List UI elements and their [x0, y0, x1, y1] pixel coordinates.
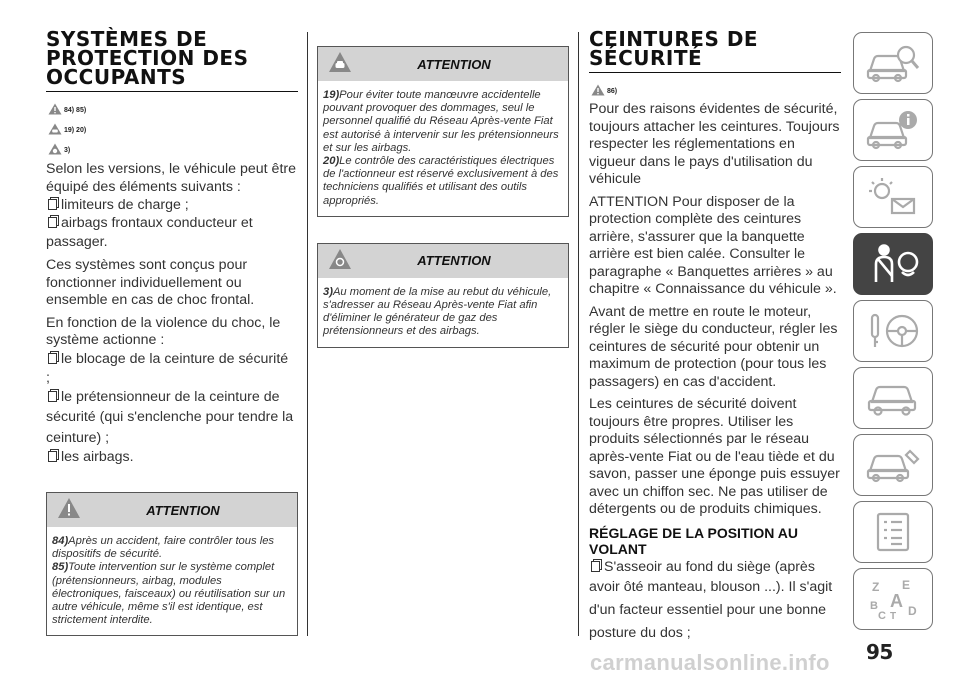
warning-item: 3)Au moment de la mise au rebut du véhicule, s'adresser au Réseau Après-vente Fiat afin d'éliminer le générateur de gaz des prétensionneurs et des airbags.: [323, 285, 552, 338]
warning-triangle-icon: [48, 103, 62, 115]
tab-car-service[interactable]: [853, 434, 933, 496]
belt-reasons-paragraph: Pour des raisons évidentes de sécurité, toujours attacher les ceintures. Toujours respecter les réglementations en vigueur dans le pays d'utilisation du véhicule: [589, 101, 840, 187]
tab-seatbelt-airbag[interactable]: [853, 233, 933, 295]
list-item: le blocage de la ceinture de sécurité: [46, 351, 298, 369]
tab-car-search[interactable]: [853, 32, 933, 94]
section-title-seat-belts: CEINTURES DE SÉCURITÉ: [589, 30, 841, 73]
checkbox-bullet-icon: [591, 561, 600, 572]
adjust-before-start-paragraph: Avant de mettre en route le moteur, régler le siège du conducteur, régler les ceintures de sécurité pour obtenir un maximum de protection (pour tous les passagers) en cas d'accident.: [589, 303, 838, 390]
list-item-continuation: ceinture) ;: [46, 429, 110, 446]
svg-text:B: B: [870, 600, 878, 612]
checkbox-bullet-icon: [48, 353, 57, 364]
tab-alphabet-index[interactable]: [853, 568, 933, 630]
warning-title: ATTENTION: [417, 56, 491, 72]
chapter-sidebar: [853, 32, 933, 635]
warning-box: [317, 243, 569, 348]
warning-triangle-icon: [57, 497, 81, 519]
svg-text:T: T: [890, 611, 897, 621]
warning-title: ATTENTION: [146, 502, 220, 518]
checkbox-bullet-icon: [48, 217, 57, 228]
environment-warning-icon: [48, 143, 62, 155]
car-warning-icon: [864, 376, 922, 420]
warning-item: 85)Toute intervention sur le système complet (prétensionneurs, airbag, modules électroniques, faisceaux) ou réutilisation sur un autre véhicule, même s'il est identique, est strictement interdite.: [52, 561, 286, 627]
warning-body: [318, 278, 568, 347]
car-info-icon: [864, 108, 922, 152]
warning-body: [47, 527, 297, 635]
column-divider: [578, 32, 579, 636]
svg-text:E: E: [902, 578, 911, 592]
checkbox-bullet-icon: [48, 199, 57, 210]
steering-wheel-key-icon: [864, 309, 922, 353]
list-item-continuation: sécurité (qui s'enclenche pour tendre la: [46, 408, 294, 425]
warning-ref: 84) 85): [48, 98, 298, 115]
warning-header: [47, 493, 297, 527]
warning-box: [46, 492, 298, 636]
list-item-continuation: passager.: [46, 234, 108, 250]
rear-belts-paragraph: ATTENTION Pour disposer de la protection complète des ceintures arrière, s'assurer que la banquette arrière est bien calée. Consulter le paragraphe « Banquettes arrières » au chapitre « Connaissance du véhicule ».: [589, 193, 837, 297]
svg-text:C: C: [878, 610, 886, 621]
warning-box: [317, 46, 569, 217]
checkbox-bullet-icon: [48, 391, 57, 402]
watermark: carmanualsonline.info: [590, 650, 830, 675]
warning-header: [318, 244, 568, 278]
systems-paragraph: Ces systèmes sont conçus pour fonctionner individuellement ou ensemble en cas de choc frontal.: [46, 257, 255, 308]
tab-steering-wheel-key[interactable]: [853, 300, 933, 362]
section-title-occupant-protection: SYSTÈMES DE PROTECTION DES OCCUPANTS: [46, 30, 298, 92]
list-item-continuation: avoir ôté manteau, blouson ...). Il s'agit: [589, 579, 833, 595]
tab-dashboard-lights[interactable]: [853, 166, 933, 228]
tab-car-warning[interactable]: [853, 367, 933, 429]
column-warnings: [317, 46, 569, 348]
list-item-continuation: posture du dos ;: [589, 625, 691, 641]
warning-ref: 19) 20): [48, 118, 298, 135]
intro-paragraph: Selon les versions, le véhicule peut être équipé des éléments suivants :: [46, 161, 296, 195]
alphabet-index-icon: [864, 577, 922, 621]
impact-paragraph: En fonction de la violence du choc, le système actionne :: [46, 314, 281, 348]
svg-text:Z: Z: [872, 580, 880, 594]
list-item: limiteurs de charge ;: [46, 197, 298, 215]
environment-warning-icon: [328, 248, 352, 270]
warning-item: 20)Le contrôle des caractéristiques électriques de l'actionneur est réservé exclusivement à des techniciens qualifiés et utilisant des outils appropriés.: [323, 155, 559, 207]
svg-text:A: A: [890, 591, 903, 611]
warning-triangle-icon: [591, 84, 605, 96]
list-item: le prétensionneur de la ceinture de: [46, 389, 298, 407]
subhead-driving-position: RÉGLAGE DE LA POSITION AU VOLANT: [589, 524, 798, 557]
column-seat-belts: [589, 27, 841, 645]
vehicle-warning-icon: [328, 51, 352, 73]
warning-item: 84)Après un accident, faire contrôler tous les dispositifs de sécurité.: [52, 535, 275, 561]
column-occupant-protection: [46, 27, 298, 636]
checkbox-bullet-icon: [48, 451, 57, 462]
car-search-icon: [864, 41, 922, 85]
checklist-icon: [864, 510, 922, 554]
list-item: S'asseoir au fond du siège (après: [589, 559, 841, 577]
svg-text:D: D: [908, 604, 917, 618]
warning-body: [318, 81, 568, 216]
list-item-continuation: ;: [46, 370, 50, 386]
warning-item: 19)Pour éviter toute manœuvre accidentelle pouvant provoquer des dommages, seul le personnel qualifié du Réseau Après-vente Fiat est autorisé à intervenir sur les prétensionneurs et sur les airbags.: [323, 89, 559, 154]
car-service-icon: [864, 443, 922, 487]
warning-ref: 86): [591, 79, 841, 96]
list-item: airbags frontaux conducteur et: [46, 215, 298, 233]
warning-ref: 3): [48, 138, 298, 155]
list-item: les airbags.: [46, 449, 298, 467]
vehicle-warning-icon: [48, 123, 62, 135]
list-item-continuation: d'un facteur essentiel pour une bonne: [589, 602, 826, 618]
page-number: 95: [866, 640, 893, 664]
warning-title: ATTENTION: [417, 253, 491, 269]
seatbelt-airbag-icon: [864, 242, 922, 286]
belt-cleaning-paragraph: Les ceintures de sécurité doivent toujours être propres. Utiliser les produits sélectionnés par le réseau après-vente Fiat ou de l'eau tiède et du savon, passer une éponge puis essuyer avec un chiffon sec. Ne pas utiliser de détergents ou de produits chimiques.: [589, 396, 840, 517]
warning-header: [318, 47, 568, 81]
tab-car-info[interactable]: [853, 99, 933, 161]
column-divider: [307, 32, 308, 636]
tab-checklist[interactable]: [853, 501, 933, 563]
dashboard-lights-icon: [864, 175, 922, 219]
